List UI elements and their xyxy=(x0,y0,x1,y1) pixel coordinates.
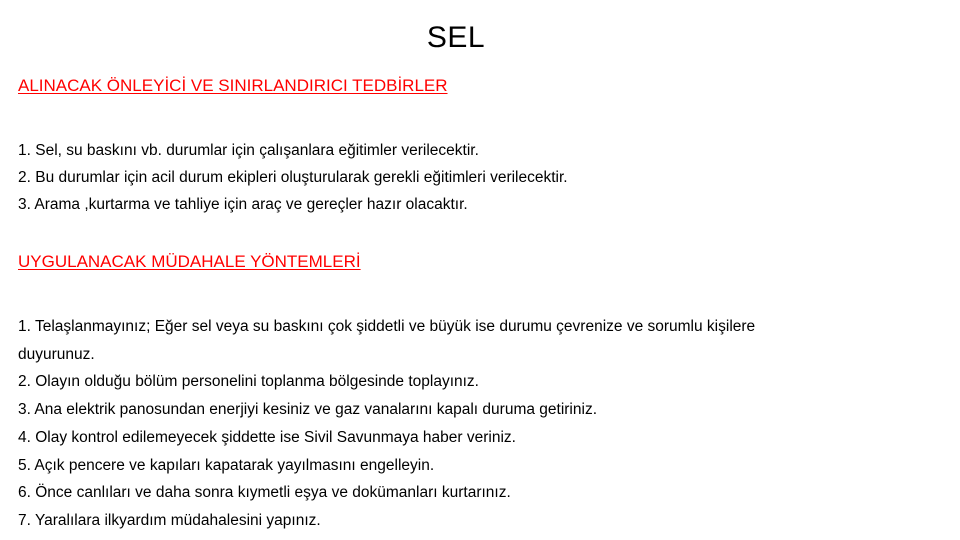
list-item: 5. Açık pencere ve kapıları kapatarak yayılmasını engelleyin. xyxy=(18,456,435,474)
list-item: 3. Ana elektrik panosundan enerjiyi kesiniz ve gaz vanalarını kapalı duruma getiriniz. xyxy=(18,401,597,419)
section-heading-response-methods: UYGULANACAK MÜDAHALE YÖNTEMLERİ xyxy=(18,252,361,271)
section-heading-preventive-measures: ALINACAK ÖNLEYİCİ VE SINIRLANDIRICI TEDBİRLER xyxy=(18,76,448,95)
list-item: 1. Telaşlanmayınız; Eğer sel veya su baskını çok şiddetli ve büyük ise durumu çevrenize ve sorumlu kişilere xyxy=(18,318,756,335)
preventive-measures-list xyxy=(18,137,918,218)
list-item: 6. Önce canlıları ve daha sonra kıymetli eşya ve dokümanları kurtarınız. xyxy=(18,484,511,502)
list-item: 7. Yaralılara ilkyardım müdahalesini yapınız. xyxy=(18,511,321,529)
list-item: 2. Olayın olduğu bölüm personelini toplanma bölgesinde toplayınız. xyxy=(18,373,479,391)
list-item: 2. Bu durumlar için acil durum ekipleri oluşturularak gerekli eğitimleri verilecektir. xyxy=(18,169,568,186)
list-item: duyurunuz. xyxy=(18,345,95,363)
list-item: 4. Olay kontrol edilemeyecek şiddette ise Sivil Savunmaya haber veriniz. xyxy=(18,428,516,446)
list-item: 1. Sel, su baskını vb. durumlar için çalışanlara eğitimler verilecektir. xyxy=(18,142,479,159)
list-item: 3. Arama ,kurtarma ve tahliye için araç ve gereçler hazır olacaktır. xyxy=(18,196,468,213)
response-methods-list xyxy=(18,313,918,535)
page-title: SEL xyxy=(426,21,486,54)
